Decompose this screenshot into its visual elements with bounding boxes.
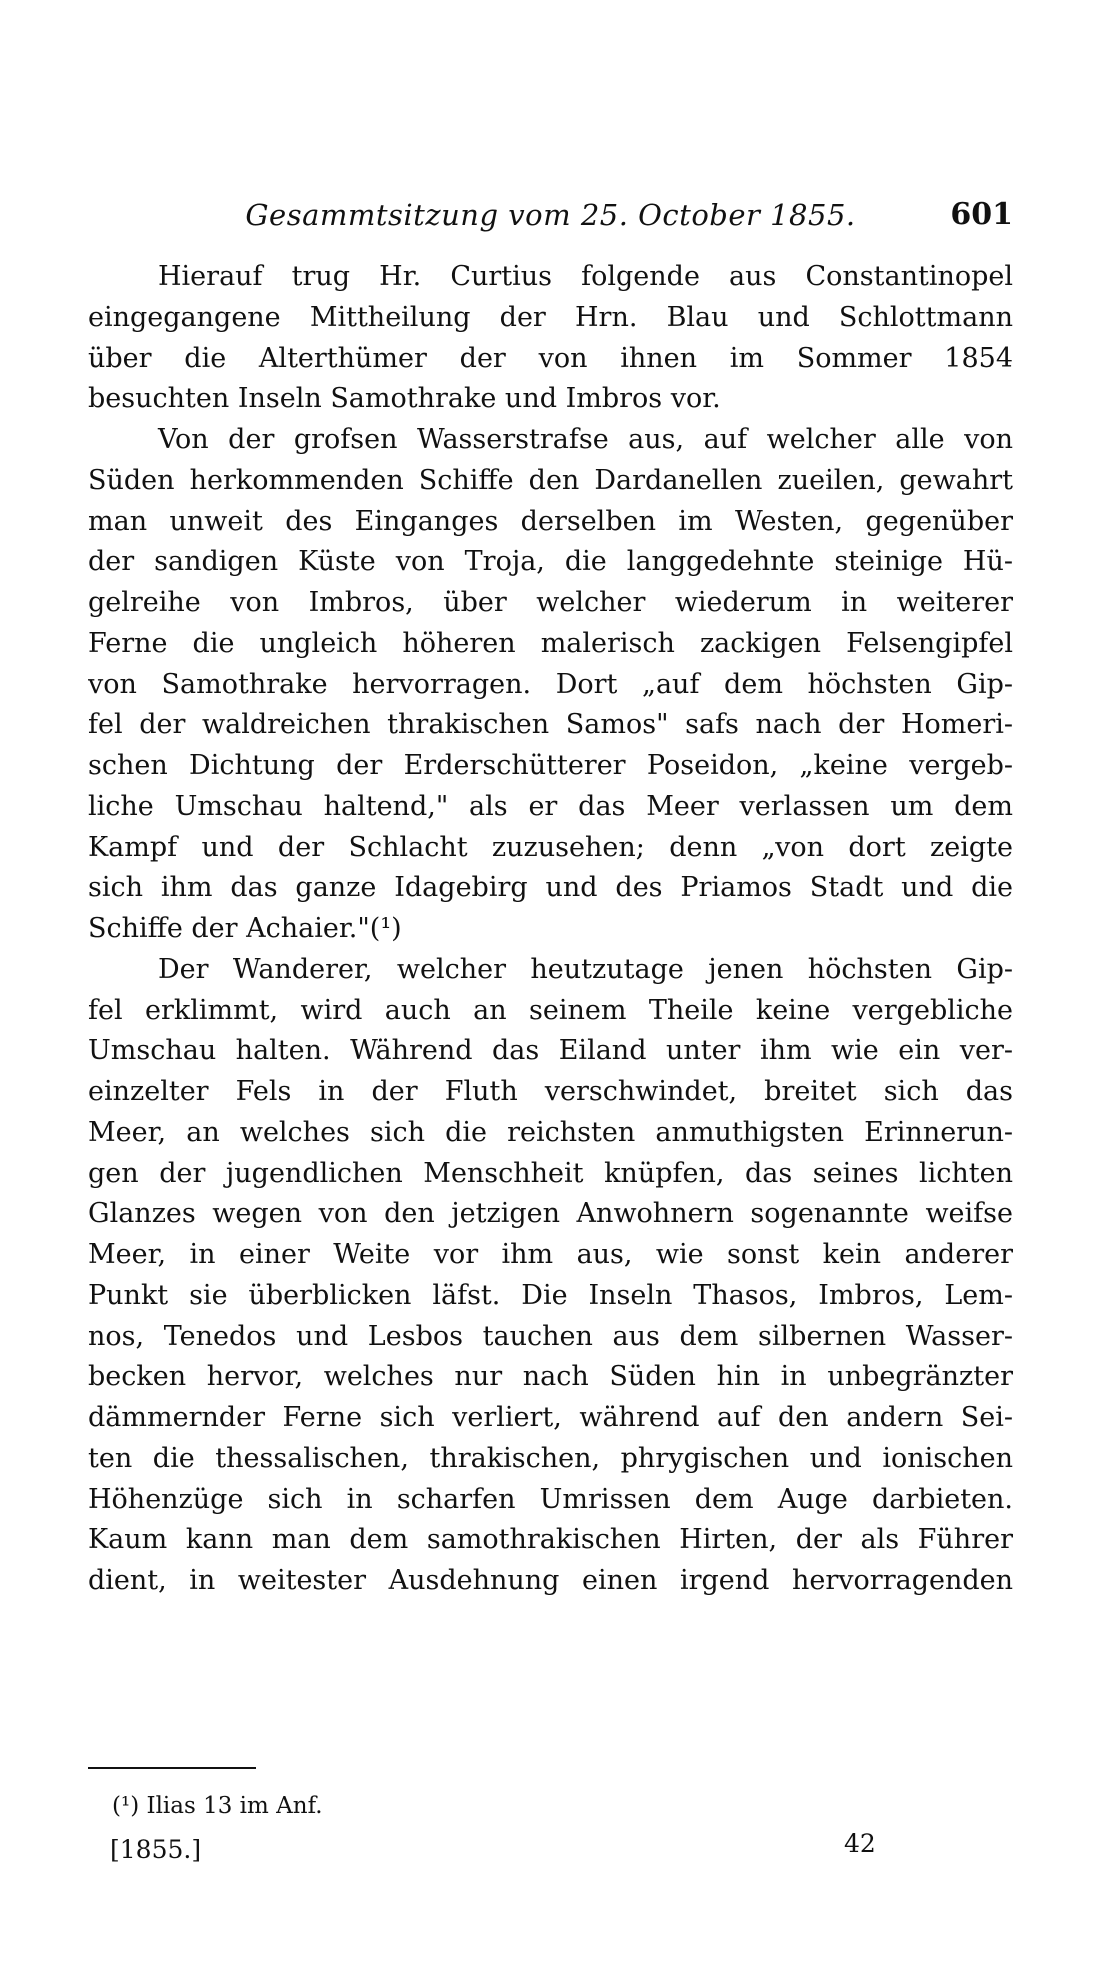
- text-line: Hierauf trug Hr. Curtius folgende aus Constantinopel: [158, 261, 1013, 292]
- text-line: sich ihm das ganze Idagebirg und des Priamos Stadt und die: [88, 872, 1013, 904]
- text-line: eingegangene Mittheilung der Hrn. Blau und Schlottmann: [88, 301, 1013, 333]
- page-number: 601: [950, 197, 1013, 232]
- running-title: Gesammtsitzung vom 25. October 1855.: [245, 198, 856, 232]
- text-line: von Samothrake hervorragen. Dort „auf dem höchsten Gip-: [88, 668, 1013, 700]
- text-line: besuchten Inseln Samothrake und Imbros vor.: [88, 383, 721, 415]
- text-line: über die Alterthümer der von ihnen im Sommer 1854: [88, 342, 1013, 374]
- text-line: becken hervor, welches nur nach Süden hin in unbegränzter: [88, 1361, 1013, 1393]
- text-line: ten die thessalischen, thrakischen, phrygischen und ionischen: [88, 1442, 1013, 1474]
- text-line: Meer, an welches sich die reichsten anmuthigsten Erinnerun-: [88, 1116, 1013, 1148]
- text-line: gelreihe von Imbros, über welcher wiederum in weiterer: [88, 587, 1013, 618]
- text-line: fel erklimmt, wird auch an seinem Theile keine vergebliche: [88, 994, 1013, 1026]
- text-line: gen der jugendlichen Menschheit knüpfen, das seines lichten: [88, 1157, 1013, 1189]
- text-line: Höhenzüge sich in scharfen Umrissen dem Auge darbieten.: [88, 1483, 1013, 1515]
- footnote: (¹) Ilias 13 im Anf.: [112, 1793, 323, 1819]
- text-line: Punkt sie überblicken läfst. Die Inseln Thasos, Imbros, Lem-: [88, 1279, 1013, 1311]
- text-line: Schiffe der Achaier."(¹): [88, 913, 402, 944]
- text-line: Glanzes wegen von den jetzigen Anwohnern sogenannte weifse: [88, 1198, 1013, 1230]
- signature-mark: 42: [844, 1829, 876, 1858]
- body-text: [88, 257, 1013, 1602]
- text-line: dämmernder Ferne sich verliert, während auf den andern Sei-: [88, 1402, 1013, 1433]
- running-head: [88, 190, 1013, 240]
- text-line: Umschau halten. Während das Eiland unter ihm wie ein ver-: [88, 1035, 1013, 1067]
- text-line: Kaum kann man dem samothrakischen Hirten, der als Führer: [88, 1524, 1013, 1556]
- footnote-divider: [88, 1767, 256, 1769]
- text-line: man unweit des Einganges derselben im Westen, gegenüber: [88, 505, 1013, 537]
- text-line: Kampf und der Schlacht zuzusehen; denn „von dort zeigte: [88, 831, 1013, 863]
- text-line: liche Umschau haltend," als er das Meer verlassen um dem: [88, 790, 1013, 822]
- text-line: Ferne die ungleich höheren malerisch zackigen Felsengipfel: [88, 627, 1013, 659]
- text-line: fel der waldreichen thrakischen Samos" safs nach der Homeri-: [88, 709, 1013, 741]
- text-line: Süden herkommenden Schiffe den Dardanellen zueilen, gewahrt: [88, 464, 1013, 496]
- text-line: Der Wanderer, welcher heutzutage jenen höchsten Gip-: [158, 953, 1013, 985]
- volume-mark: [1855.]: [110, 1835, 202, 1864]
- text-line: Meer, in einer Weite vor ihm aus, wie sonst kein anderer: [88, 1239, 1013, 1270]
- text-line: Von der grofsen Wasserstrafse aus, auf welcher alle von: [158, 424, 1013, 455]
- text-line: schen Dichtung der Erderschütterer Poseidon, „keine vergeb-: [88, 750, 1013, 781]
- text-line: einzelter Fels in der Fluth verschwindet, breitet sich das: [88, 1076, 1013, 1107]
- text-line: der sandigen Küste von Troja, die langgedehnte steinige Hü-: [88, 546, 1013, 578]
- text-line: dient, in weitester Ausdehnung einen irgend hervorragenden: [88, 1565, 1013, 1596]
- text-line: nos, Tenedos und Lesbos tauchen aus dem silbernen Wasser-: [88, 1320, 1013, 1352]
